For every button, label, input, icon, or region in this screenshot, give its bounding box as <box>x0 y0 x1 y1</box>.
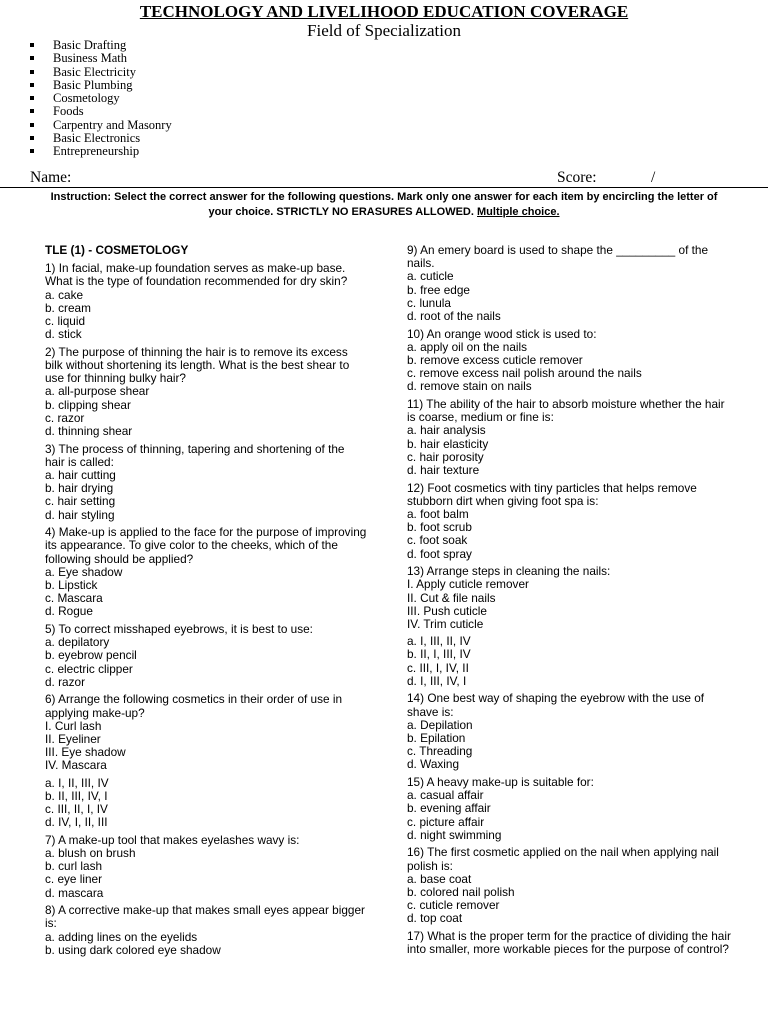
instruction-block <box>0 190 768 220</box>
answer-option[interactable]: a. hair analysis <box>407 423 486 438</box>
answer-option[interactable]: a. foot balm <box>407 507 469 522</box>
answer-option[interactable]: c. eye liner <box>45 872 103 887</box>
specialization-label: Basic Plumbing <box>53 77 133 92</box>
square-bullet-icon <box>30 70 34 74</box>
question-text: 2) The purpose of thinning the hair is to remove its excess bilk without shortening its length. What is the best shear to use for thinning bulky hair? <box>45 344 350 386</box>
left-question-list <box>45 262 367 957</box>
answer-option[interactable]: d. mascara <box>45 885 104 900</box>
answer-option[interactable]: c. remove excess nail polish around the nails <box>407 366 642 381</box>
specialization-item <box>30 79 172 92</box>
document-subtitle: Field of Specialization <box>307 21 461 40</box>
question-item <box>45 834 367 900</box>
answer-option[interactable]: c. III, II, I, IV <box>45 802 108 817</box>
answer-option[interactable]: b. curl lash <box>45 859 103 874</box>
question-text: 16) The first cosmetic applied on the nail when applying nail polish is: <box>407 845 719 873</box>
questions-left-column <box>45 244 367 961</box>
instruction-line-1: Instruction: Select the correct answer for the following questions. Mark only one answer for each item by encircling the letter of <box>50 191 718 203</box>
square-bullet-icon <box>30 56 34 60</box>
answer-option[interactable]: c. picture affair <box>407 814 485 829</box>
score-slash: / <box>651 169 656 186</box>
specialization-item <box>30 92 172 105</box>
question-text: 8) A corrective make-up that makes small eyes appear bigger is: <box>45 903 365 931</box>
answer-option[interactable]: d. Rogue <box>45 604 93 619</box>
specialization-item <box>30 145 172 158</box>
answer-option[interactable]: a. blush on brush <box>45 846 136 861</box>
answer-option[interactable]: b. evening affair <box>407 801 491 816</box>
specialization-item <box>30 39 172 52</box>
answer-option[interactable]: b. clipping shear <box>45 397 131 412</box>
answer-option[interactable]: a. base coat <box>407 871 472 886</box>
answer-option[interactable]: a. I, II, III, IV <box>45 775 109 790</box>
question-item <box>407 776 735 842</box>
question-statement: I. Curl lash <box>45 718 102 733</box>
square-bullet-icon <box>30 43 34 47</box>
question-item <box>407 565 735 688</box>
question-text: 14) One best way of shaping the eyebrow with the use of shave is: <box>407 691 705 719</box>
specialization-item <box>30 52 172 65</box>
name-label: Name: <box>30 169 72 186</box>
square-bullet-icon <box>30 83 34 87</box>
answer-option[interactable]: a. Eye shadow <box>45 564 123 579</box>
square-bullet-icon <box>30 96 34 100</box>
answer-option[interactable]: b. cream <box>45 300 91 315</box>
question-item <box>45 262 367 341</box>
answer-option[interactable]: b. Epilation <box>407 731 466 746</box>
answer-option[interactable]: d. thinning shear <box>45 424 133 439</box>
document-title: TECHNOLOGY AND LIVELIHOOD EDUCATION COVERAGE <box>139 2 629 21</box>
question-item <box>45 526 367 618</box>
specialization-label: Business Math <box>53 51 127 66</box>
answer-option[interactable]: a. depilatory <box>45 635 110 650</box>
answer-option[interactable]: a. all-purpose shear <box>45 384 150 399</box>
question-item <box>407 398 735 477</box>
question-text: 4) Make-up is applied to the face for the purpose of improving its appearance. To give color to the cheeks, which of the following should be applied? <box>45 525 367 566</box>
question-item <box>407 482 735 561</box>
answer-option[interactable]: d. root of the nails <box>407 309 501 324</box>
question-item <box>407 846 735 925</box>
specialization-label: Basic Electronics <box>53 131 141 146</box>
instruction-multiple-choice: Multiple choice. <box>477 206 560 218</box>
answer-option[interactable]: c. hair setting <box>45 494 116 509</box>
questions-right-column <box>407 244 735 961</box>
answer-option[interactable]: c. razor <box>45 410 85 425</box>
answer-option[interactable]: a. cuticle <box>407 269 454 284</box>
answer-option[interactable]: b. eyebrow pencil <box>45 648 137 663</box>
answer-option[interactable]: c. cuticle remover <box>407 898 500 913</box>
square-bullet-icon <box>30 123 34 127</box>
answer-option[interactable]: a. cake <box>45 287 84 302</box>
answer-option[interactable]: d. night swimming <box>407 827 502 842</box>
specialization-label: Entrepreneurship <box>53 144 140 159</box>
answer-option[interactable]: b. colored nail polish <box>407 885 515 900</box>
answer-option[interactable]: c. Mascara <box>45 591 103 606</box>
answer-option[interactable]: c. electric clipper <box>45 661 133 676</box>
horizontal-rule <box>0 187 768 188</box>
specialization-item <box>30 66 172 79</box>
answer-option[interactable]: a. apply oil on the nails <box>407 339 528 354</box>
question-statement: I. Apply cuticle remover <box>407 577 529 592</box>
answer-option[interactable]: b. using dark colored eye shadow <box>45 942 221 957</box>
answer-option[interactable]: b. II, I, III, IV <box>407 647 471 662</box>
question-text: 11) The ability of the hair to absorb moisture whether the hair is coarse, medium or fine is: <box>407 397 725 425</box>
question-item <box>45 443 367 522</box>
answer-option[interactable]: a. hair cutting <box>45 468 116 483</box>
answer-option[interactable]: b. free edge <box>407 282 470 297</box>
answer-option[interactable]: b. hair drying <box>45 481 114 496</box>
question-text: 6) Arrange the following cosmetics in their order of use in applying make-up? <box>45 692 343 720</box>
answer-option[interactable]: c. Threading <box>407 744 473 759</box>
question-text: 7) A make-up tool that makes eyelashes wavy is: <box>45 832 300 847</box>
question-text: 13) Arrange steps in cleaning the nails: <box>407 564 611 579</box>
question-text: 10) An orange wood stick is used to: <box>407 326 597 341</box>
square-bullet-icon <box>30 109 34 113</box>
answer-option[interactable]: b. Lipstick <box>45 578 98 593</box>
question-text: 12) Foot cosmetics with tiny particles that helps remove stubborn dirt when giving foot spa is: <box>407 480 697 508</box>
answer-option[interactable]: c. foot soak <box>407 533 468 548</box>
question-item <box>407 692 735 771</box>
question-statement: II. Cut & file nails <box>407 590 496 605</box>
answer-option[interactable]: d. I, III, IV, I <box>407 673 467 688</box>
specialization-label: Basic Electricity <box>53 64 136 79</box>
question-text: 3) The process of thinning, tapering and shortening of the hair is called: <box>45 441 345 469</box>
question-statement: II. Eyeliner <box>45 732 101 747</box>
specialization-label: Foods <box>53 104 84 119</box>
answer-option[interactable]: d. Waxing <box>407 757 460 772</box>
specialization-list <box>30 39 172 159</box>
answer-option[interactable]: d. hair styling <box>45 507 115 522</box>
answer-option[interactable]: a. adding lines on the eyelids <box>45 929 198 944</box>
question-item <box>45 623 367 689</box>
answer-option[interactable]: b. remove excess cuticle remover <box>407 353 583 368</box>
specialization-item <box>30 132 172 145</box>
answer-option[interactable]: b. foot scrub <box>407 520 472 535</box>
answer-option[interactable]: b. hair elasticity <box>407 436 489 451</box>
question-text: 1) In facial, make-up foundation serves as make-up base. What is the type of foundation recommended for dry skin? <box>45 261 348 289</box>
specialization-item <box>30 105 172 118</box>
square-bullet-icon <box>30 149 34 153</box>
answer-option[interactable]: d. remove stain on nails <box>407 379 532 394</box>
question-item <box>407 244 735 323</box>
question-text: 15) A heavy make-up is suitable for: <box>407 775 594 790</box>
answer-option[interactable]: c. hair porosity <box>407 449 484 464</box>
question-text: 5) To correct misshaped eyebrows, it is best to use: <box>45 622 313 637</box>
answer-option[interactable]: d. hair texture <box>407 463 480 478</box>
answer-option[interactable]: d. foot spray <box>407 546 472 561</box>
answer-option[interactable]: d. IV, I, II, III <box>45 815 108 830</box>
answer-option[interactable]: a. casual affair <box>407 788 484 803</box>
question-text: 17) What is the proper term for the practice of dividing the hair into smaller, more workable pieces for the purpose of control? <box>407 929 731 957</box>
specialization-label: Carpentry and Masonry <box>53 117 172 132</box>
specialization-item <box>30 119 172 132</box>
question-item <box>45 904 367 957</box>
square-bullet-icon <box>30 136 34 140</box>
specialization-label: Cosmetology <box>53 91 120 106</box>
question-item <box>45 346 367 438</box>
question-item <box>407 328 735 394</box>
score-label: Score: <box>557 169 597 186</box>
question-statement: III. Push cuticle <box>407 603 487 618</box>
question-item <box>407 930 735 956</box>
section-heading: TLE (1) - COSMETOLOGY <box>45 243 189 257</box>
instruction-line-2 <box>0 205 768 220</box>
question-item <box>45 693 367 829</box>
answer-option[interactable]: a. Depilation <box>407 717 473 732</box>
answer-option[interactable]: c. liquid <box>45 314 85 329</box>
question-statement: III. Eye shadow <box>45 745 126 760</box>
instruction-line-2-text: your choice. STRICTLY NO ERASURES ALLOWED. <box>208 206 474 218</box>
question-statement: IV. Trim cuticle <box>407 617 484 632</box>
answer-option[interactable]: b. II, III, IV, I <box>45 788 108 803</box>
specialization-label: Basic Drafting <box>53 38 127 52</box>
answer-option[interactable]: a. I, III, II, IV <box>407 634 471 649</box>
question-text: 9) An emery board is used to shape the _________ of the nails. <box>407 243 709 271</box>
answer-option[interactable]: c. III, I, IV, II <box>407 660 469 675</box>
answer-option[interactable]: d. stick <box>45 327 82 342</box>
right-question-list <box>407 244 735 956</box>
question-statement: IV. Mascara <box>45 758 107 773</box>
answer-option[interactable]: d. razor <box>45 674 85 689</box>
answer-option[interactable]: d. top coat <box>407 911 463 926</box>
answer-option[interactable]: c. lunula <box>407 295 451 310</box>
